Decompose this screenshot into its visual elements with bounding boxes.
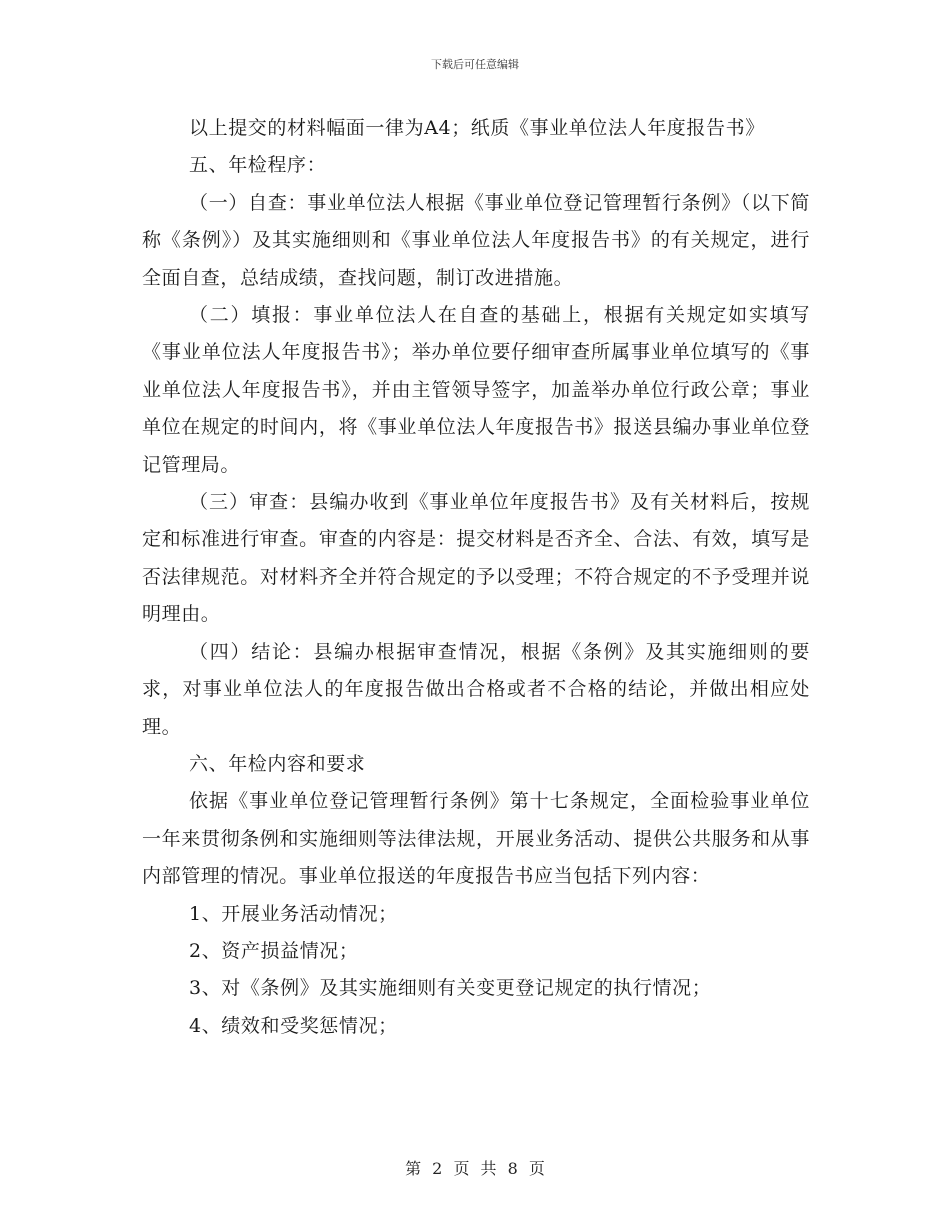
heading-check-content-requirements: 六、年检内容和要求 xyxy=(189,752,366,775)
paragraph-materials-format: 以上提交的材料幅面一律为A4；纸质《事业单位法人年度报告书》 xyxy=(189,117,765,139)
page-number-footer: 第 2 页 共 8 页 xyxy=(405,1159,545,1178)
paragraph-self-check: （一）自查：事业单位法人根据《事业单位登记管理暂行条例》（以下简称《条例》）及其实施细则和《事业单位法人年度报告书》的有关规定，进行全面自查，总结成绩，查找问题，制订改进措施。 xyxy=(142,191,810,289)
page-header-note: 下载后可任意编辑 xyxy=(431,58,519,71)
list-item-regulation-execution: 3、对《条例》及其实施细则有关变更登记规定的执行情况； xyxy=(189,977,712,1000)
list-item-business-activities: 1、开展业务活动情况； xyxy=(189,902,398,925)
paragraph-fill-report: （二）填报：事业单位法人在自查的基础上，根据有关规定如实填写《事业单位法人年度报告书》；举办单位要仔细审查所属事业单位填写的《事业单位法人年度报告书》，并由主管领导签字，加盖举办单位行政公章；事业单位在规定的时间内，将《事业单位法人年度报告书》报送县编办事业单位登记管理局。 xyxy=(142,304,810,476)
paragraph-conclusion: （四）结论：县编办根据审查情况，根据《条例》及其实施细则的要求，对事业单位法人的年度报告做出合格或者不合格的结论，并做出相应处理。 xyxy=(142,640,810,738)
document-body xyxy=(142,110,810,1045)
paragraph-review: （三）审查：县编办收到《事业单位年度报告书》及有关材料后，按规定和标准进行审查。审查的内容是：提交材料是否齐全、合法、有效，填写是否法律规范。对材料齐全并符合规定的予以受理；不符合规定的不予受理并说明理由。 xyxy=(142,491,810,626)
paragraph-legal-basis: 依据《事业单位登记管理暂行条例》第十七条规定，全面检验事业单位一年来贯彻条例和实施细则等法律法规，开展业务活动、提供公共服务和从事内部管理的情况。事业单位报送的年度报告书应当包括下列内容： xyxy=(142,790,810,888)
list-item-performance-awards: 4、绩效和受奖惩情况； xyxy=(189,1014,398,1037)
list-item-asset-gains-losses: 2、资产损益情况； xyxy=(189,939,359,962)
heading-annual-check-procedure: 五、年检程序： xyxy=(189,154,327,177)
